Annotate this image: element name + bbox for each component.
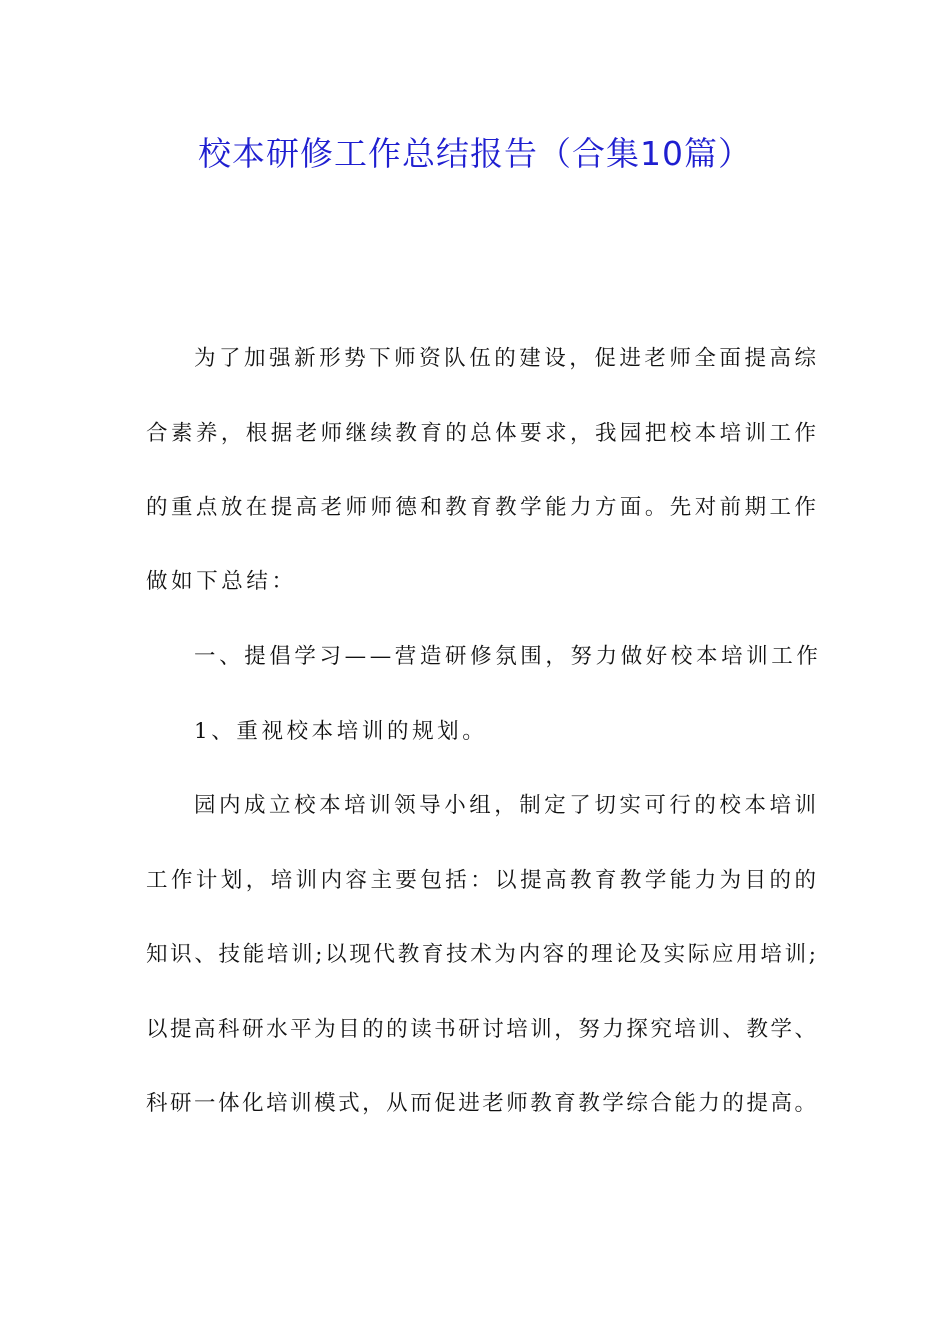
- paragraph-line: 做如下总结：: [146, 569, 297, 594]
- paragraph-line: 科研一体化培训模式，从而促进老师教育教学综合能力的提高。: [146, 1091, 816, 1116]
- paragraph-line: 的重点放在提高老师师德和教育教学能力方面。先对前期工作: [146, 495, 816, 520]
- section-heading: 一、提倡学习——营造研修氛围，努力做好校本培训工作: [194, 644, 822, 669]
- document-title: 校本研修工作总结报告（合集10篇）: [198, 134, 752, 173]
- paragraph-line: 园内成立校本培训领导小组，制定了切实可行的校本培训: [194, 793, 816, 818]
- paragraph-line: 为了加强新形势下师资队伍的建设，促进老师全面提高综: [194, 346, 816, 371]
- paragraph-line: 知识、技能培训;以现代教育技术为内容的理论及实际应用培训;: [146, 942, 816, 967]
- paragraph-line: 工作计划，培训内容主要包括：以提高教育教学能力为目的的: [146, 868, 816, 893]
- subsection-heading: 1、重视校本培训的规划。: [194, 719, 488, 744]
- paragraph-line: 合素养，根据老师继续教育的总体要求，我园把校本培训工作: [146, 421, 816, 446]
- paragraph-line: 以提高科研水平为目的的读书研讨培训，努力探究培训、教学、: [146, 1017, 816, 1042]
